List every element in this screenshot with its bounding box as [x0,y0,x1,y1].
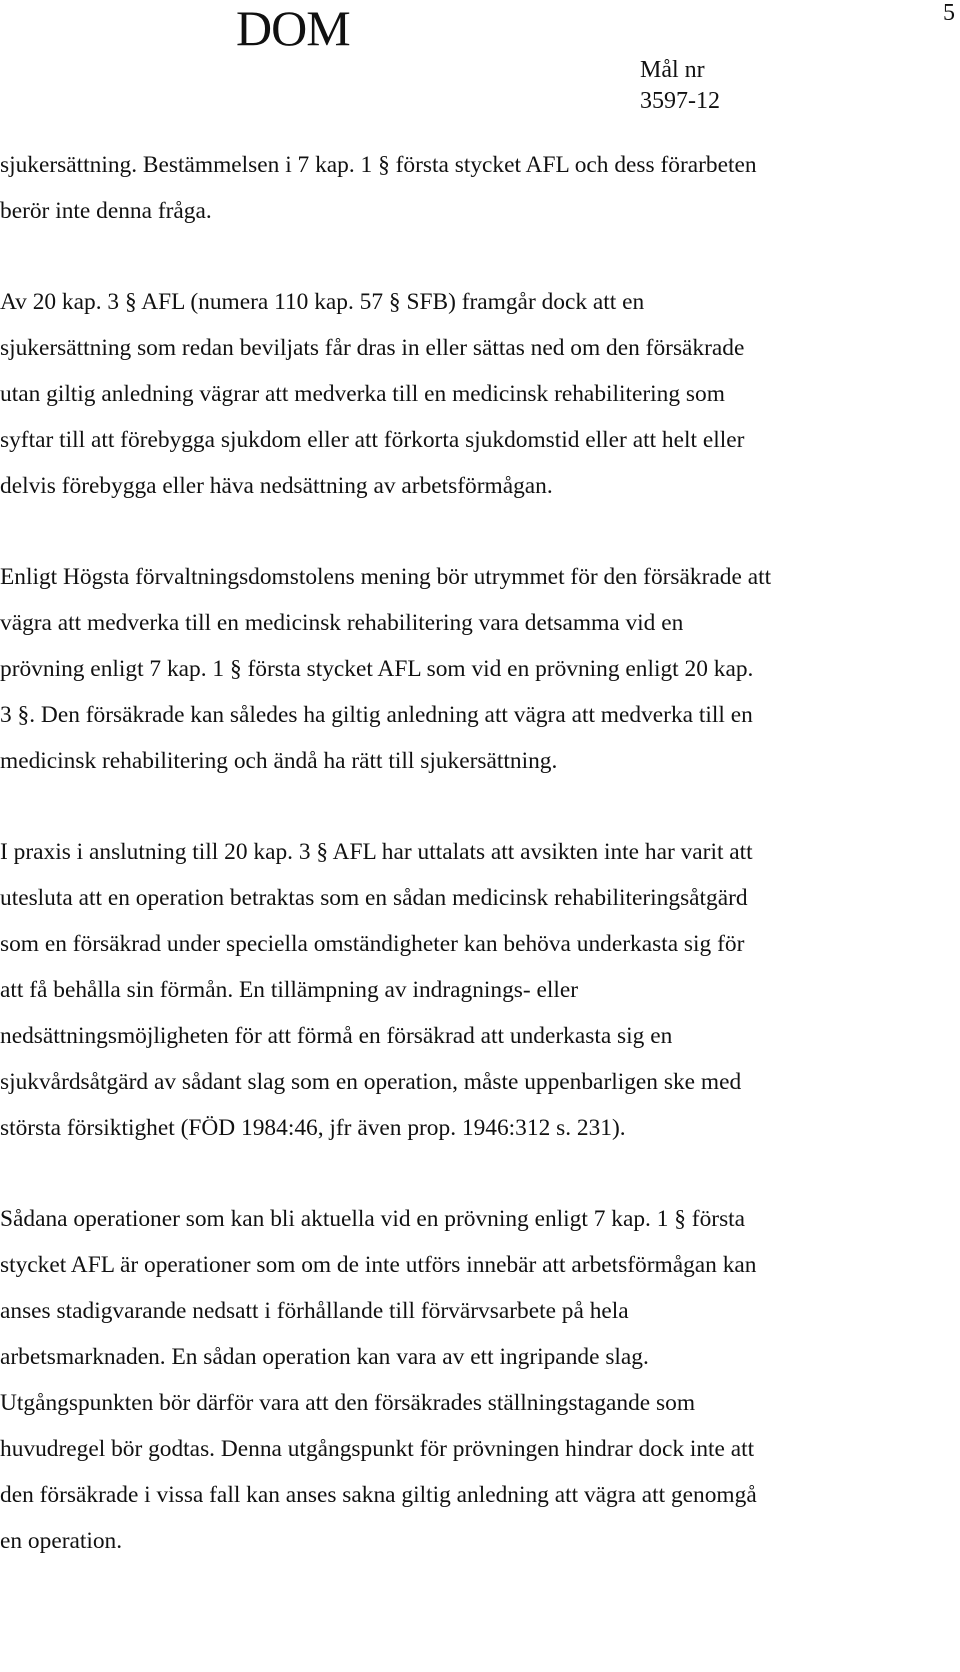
text-line: I praxis i anslutning till 20 kap. 3 § AFL har uttalats att avsikten inte har varit att [0,839,753,865]
paragraph [0,829,920,1151]
text-line: sjukvårdsåtgärd av sådant slag som en operation, måste uppenbarligen ske med [0,1069,742,1095]
case-number: 3597-12 [640,88,720,114]
paragraph [0,279,920,509]
paragraph-spacer [0,784,920,829]
text-line: huvudregel bör godtas. Denna utgångspunkt för prövningen hindrar dock inte att [0,1436,755,1462]
text-line: syftar till att förebygga sjukdom eller att förkorta sjukdomstid eller att helt eller [0,427,745,453]
paragraph-spacer [0,509,920,554]
text-line: berör inte denna fråga. [0,198,212,224]
text-line: Av 20 kap. 3 § AFL (numera 110 kap. 57 § SFB) framgår dock att en [0,289,645,315]
text-line: som en försäkrad under speciella omständigheter kan behöva underkasta sig för [0,931,745,957]
text-line: arbetsmarknaden. En sådan operation kan vara av ett ingripande slag. [0,1344,649,1370]
text-line: prövning enligt 7 kap. 1 § första stycket AFL som vid en prövning enligt 20 kap. [0,656,754,682]
text-line: anses stadigvarande nedsatt i förhållande till förvärvsarbete på hela [0,1298,629,1324]
document-body [0,142,920,1564]
text-line: medicinsk rehabilitering och ändå ha rätt till sjukersättning. [0,748,558,774]
case-number-label: Mål nr [640,57,705,83]
text-line: utan giltig anledning vägrar att medverka till en medicinsk rehabilitering som [0,381,725,407]
text-line: den försäkrade i vissa fall kan anses sakna giltig anledning att vägra att genomgå [0,1482,757,1508]
text-line: sjukersättning som redan beviljats får dras in eller sättas ned om den försäkrade [0,335,745,361]
paragraph-spacer [0,1151,920,1196]
text-line: stycket AFL är operationer som om de inte utförs innebär att arbetsförmågan kan [0,1252,757,1278]
page-number: 5 [943,0,955,26]
text-line: utesluta att en operation betraktas som en sådan medicinsk rehabiliteringsåtgärd [0,885,748,911]
paragraph [0,1196,920,1564]
text-line: vägra att medverka till en medicinsk rehabilitering vara detsamma vid en [0,610,684,636]
text-line: sjukersättning. Bestämmelsen i 7 kap. 1 § första stycket AFL och dess förarbeten [0,152,757,178]
paragraph-spacer [0,234,920,279]
text-line: Utgångspunkten bör därför vara att den försäkrades ställningstagande som [0,1390,696,1416]
paragraph [0,554,920,784]
text-line: 3 §. Den försäkrade kan således ha giltig anledning att vägra att medverka till en [0,702,753,728]
paragraph [0,142,920,234]
text-line: att få behålla sin förmån. En tillämpning av indragnings- eller [0,977,579,1003]
document-title: DOM [236,0,350,56]
text-line: största försiktighet (FÖD 1984:46, jfr även prop. 1946:312 s. 231). [0,1115,626,1141]
text-line: nedsättningsmöjligheten för att förmå en försäkrad att underkasta sig en [0,1023,673,1049]
text-line: Sådana operationer som kan bli aktuella vid en prövning enligt 7 kap. 1 § första [0,1206,746,1232]
text-line: en operation. [0,1528,123,1554]
text-line: delvis förebygga eller häva nedsättning av arbetsförmågan. [0,473,553,499]
text-line: Enligt Högsta förvaltningsdomstolens mening bör utrymmet för den försäkrade att [0,564,772,590]
